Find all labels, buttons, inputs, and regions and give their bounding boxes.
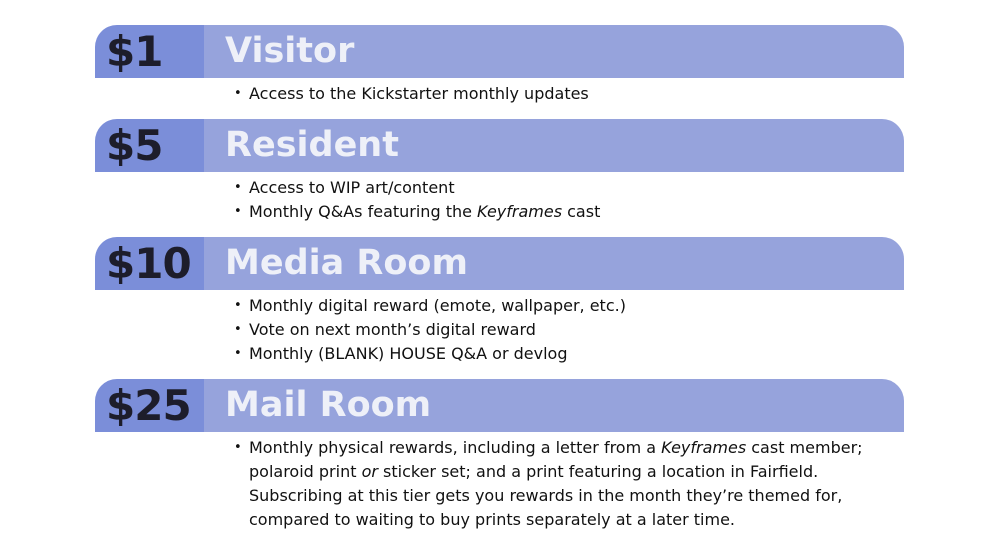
price-box [95,379,204,432]
tier-price: $25 [106,380,191,430]
name-box [204,379,904,432]
tier-name: Media Room [225,243,468,283]
perk-text: cast member; polaroid print [249,438,863,481]
tier-header [95,119,904,172]
tier-header [95,25,904,78]
tier-price: $5 [106,120,163,170]
name-box [204,119,904,172]
perk-emphasis: Keyframes [477,202,563,221]
price-box [95,25,204,78]
price-box [95,237,204,290]
perk-text: Monthly physical rewards, including a letter from a [249,438,662,457]
tier-price: $10 [106,238,191,288]
tier-name: Visitor [225,31,355,71]
perk-item: • Monthly (BLANK) HOUSE Q&A or devlog [234,342,884,366]
name-box [204,237,904,290]
perk-item: • Vote on next month’s digital reward [234,318,884,342]
perk-text: cast [562,202,601,221]
perk-item [234,436,884,532]
perk-emphasis: or [361,462,378,481]
name-box [204,25,904,78]
tier-visitor [95,25,904,103]
tier-media-room [95,237,904,363]
perk-list [234,436,884,532]
tier-name: Resident [225,125,399,165]
perk-list [234,294,884,366]
tier-mail-room [95,379,904,529]
perk-item: • Access to the Kickstarter monthly updates [234,82,884,106]
perk-text: Monthly Q&As featuring the [249,202,478,221]
perk-item: • Monthly digital reward (emote, wallpaper, etc.) [234,294,884,318]
tier-price: $1 [106,26,163,76]
tier-header [95,237,904,290]
price-box [95,119,204,172]
perk-item: • Access to WIP art/content [234,176,884,200]
perk-list [234,82,884,106]
perk-list [234,176,884,224]
tier-header [95,379,904,432]
tier-name: Mail Room [225,385,432,425]
perk-emphasis: Keyframes [661,438,747,457]
tier-resident [95,119,904,221]
perk-text: sticker set; and a print featuring a location in Fairfield. Subscribing at this tier gets you rewards in the month they’re themed for, compared to waiting to buy prints separately at a later time. [249,462,843,529]
perk-item [234,200,884,224]
